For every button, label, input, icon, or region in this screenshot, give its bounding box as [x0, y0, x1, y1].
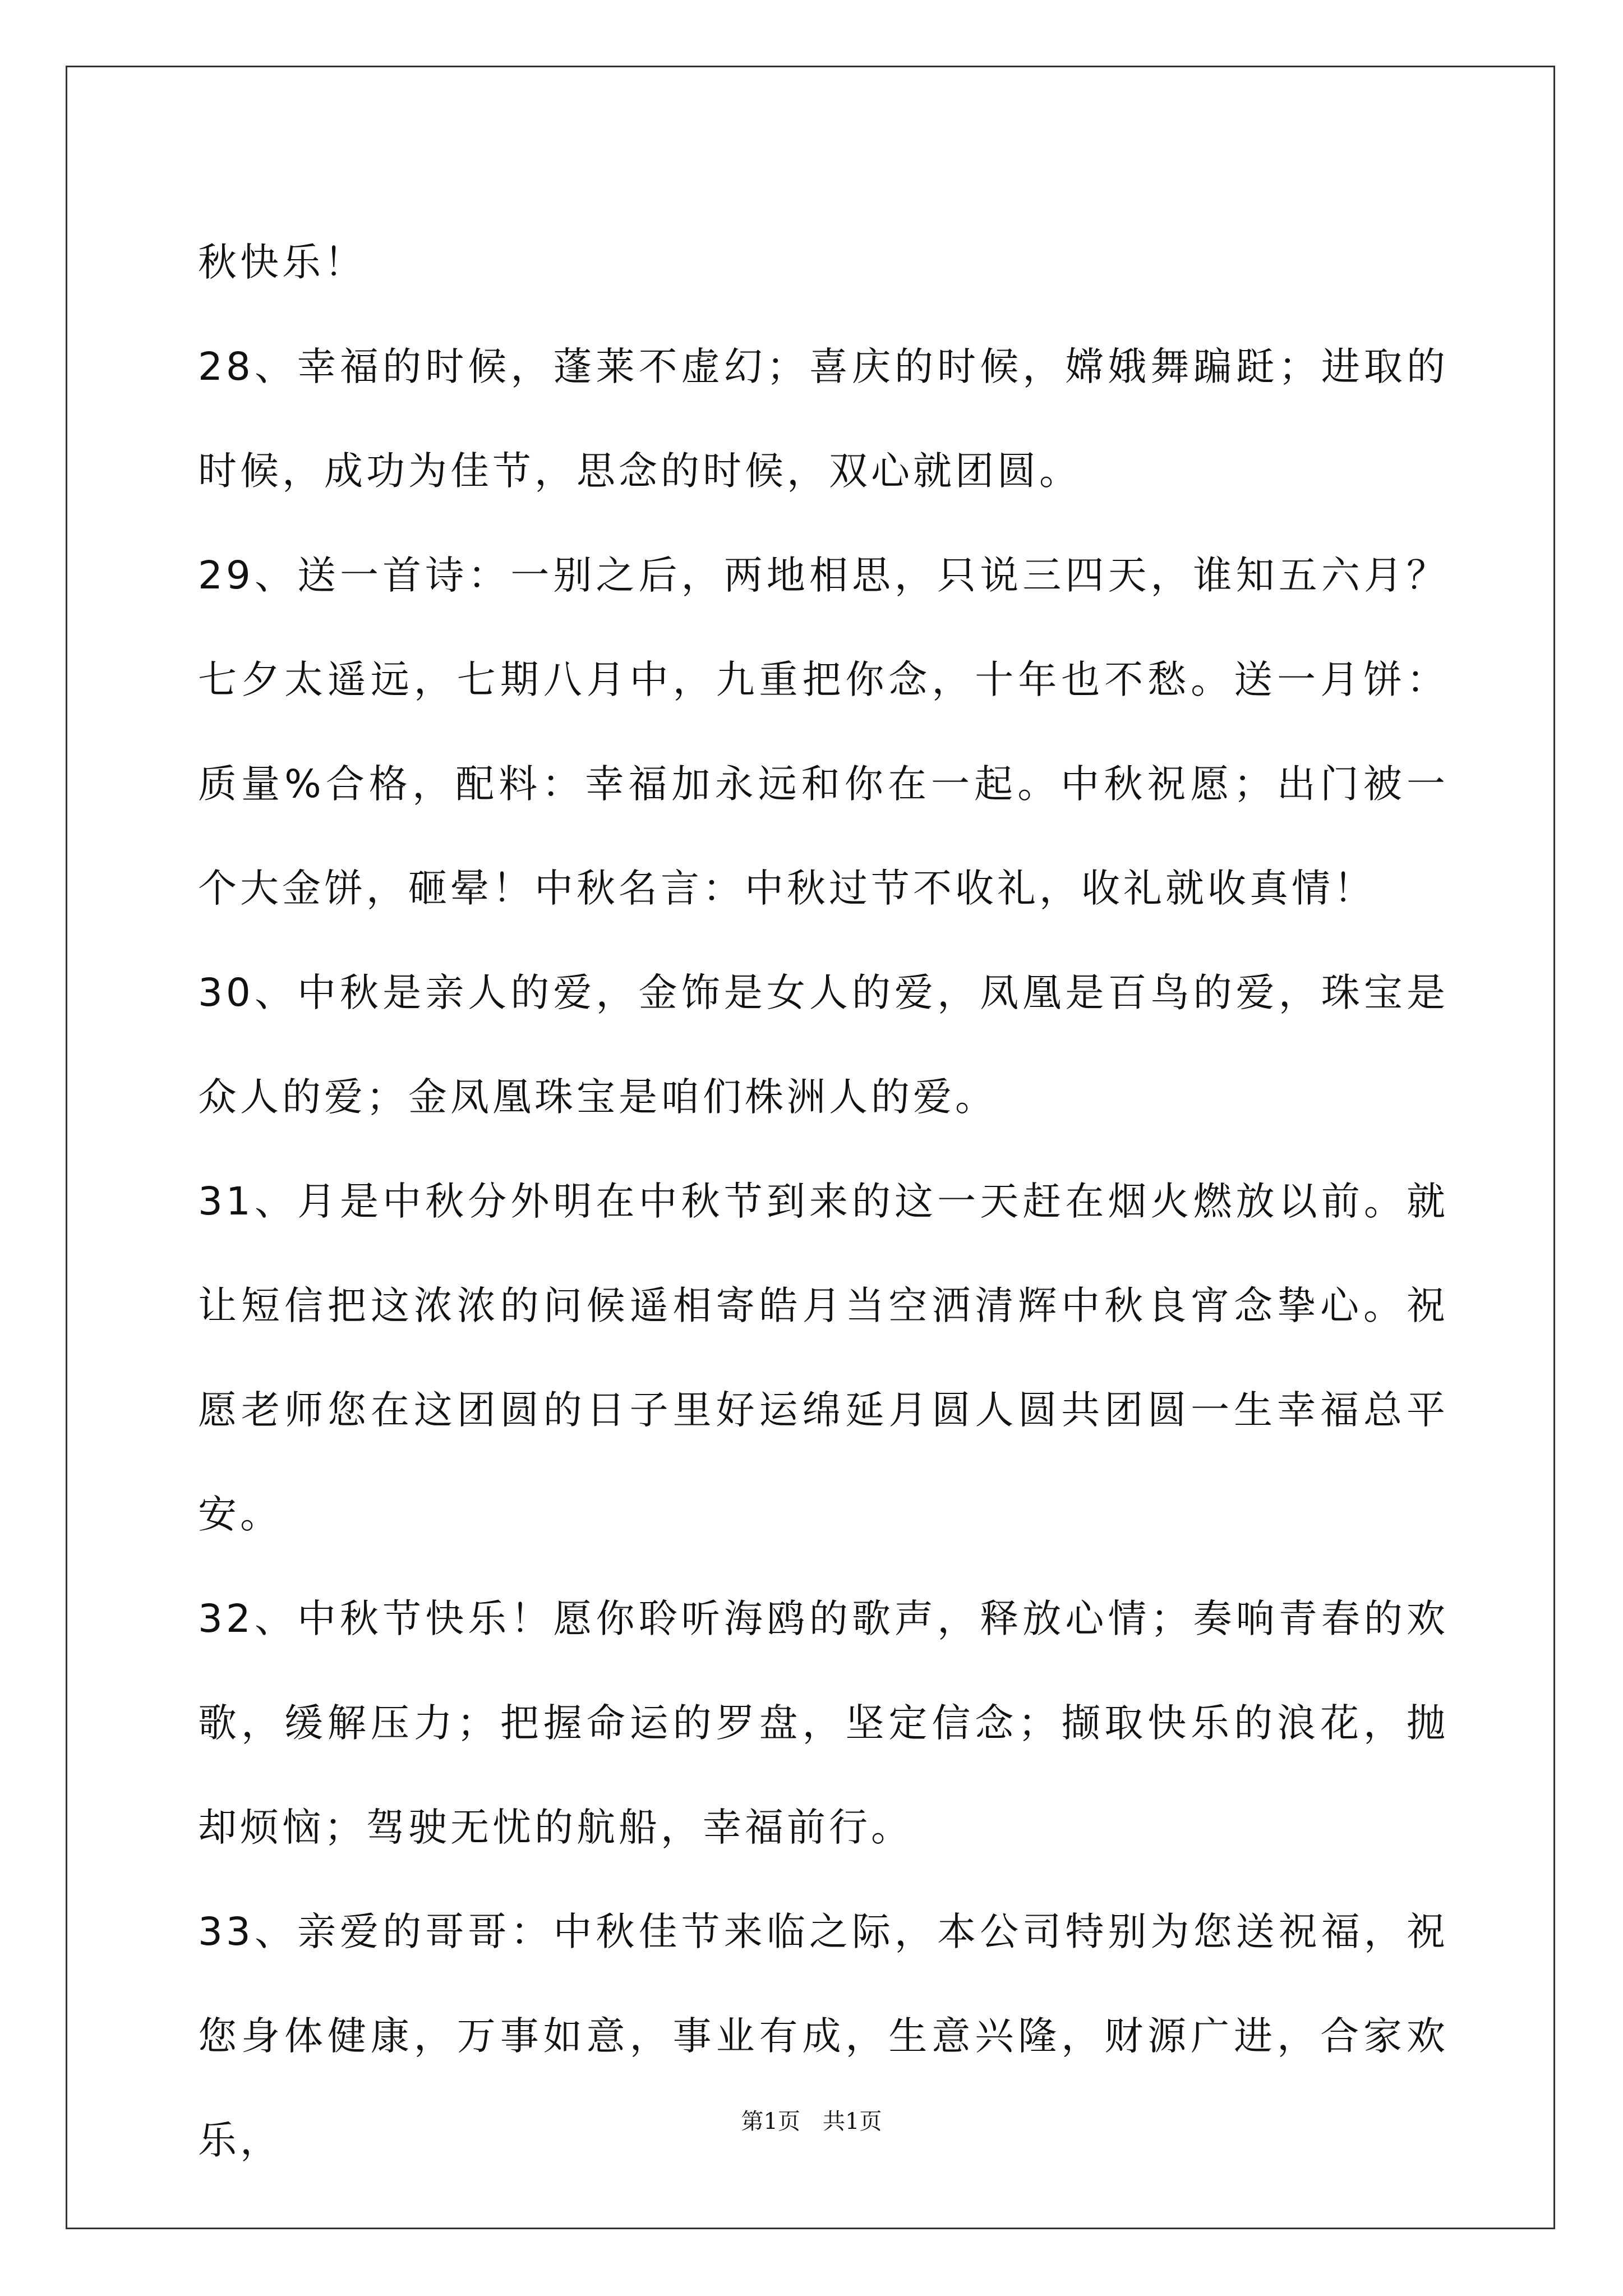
- paragraph: 31、月是中秋分外明在中秋节到来的这一天赶在烟火燃放以前。就让短信把这浓浓的问候遥相寄皓月当空洒清辉中秋良宵念挚心。祝愿老师您在这团圆的日子里好运绵延月圆人圆共团圆一生幸福总平安。: [198, 1179, 1449, 1537]
- paragraph: 32、中秋节快乐！愿你聆听海鸥的歌声，释放心情；奏响青春的欢歌，缓解压力；把握命运的罗盘，坚定信念；撷取快乐的浪花，抛却烦恼；驾驶无忧的航船，幸福前行。: [198, 1596, 1449, 1850]
- paragraph: 30、中秋是亲人的爱，金饰是女人的爱，凤凰是百鸟的爱，珠宝是众人的爱；金凤凰珠宝是咱们株洲人的爱。: [198, 970, 1449, 1120]
- paragraph: 28、幸福的时候，蓬莱不虚幻；喜庆的时候，嫦娥舞蹁跹；进取的时候，成功为佳节，思念的时候，双心就团圆。: [198, 344, 1449, 494]
- paragraph: 秋快乐！: [198, 240, 366, 285]
- page-number-footer: 第1页 共1页: [741, 2109, 882, 2134]
- paragraph: 29、送一首诗：一别之后，两地相思，只说三四天，谁知五六月？七夕太遥远，七期八月中，九重把你念，十年也不愁。送一月饼：质量%合格，配料：幸福加永远和你在一起。中秋祝愿；出门被一个大金饼，砸晕！中秋名言：中秋过节不收礼，收礼就收真情！: [198, 553, 1449, 911]
- document-body: [198, 210, 1449, 2193]
- paragraph: 33、亲爱的哥哥：中秋佳节来临之际，本公司特别为您送祝福，祝您身体健康，万事如意，事业有成，生意兴隆，财源广进，合家欢乐，: [198, 1910, 1449, 2163]
